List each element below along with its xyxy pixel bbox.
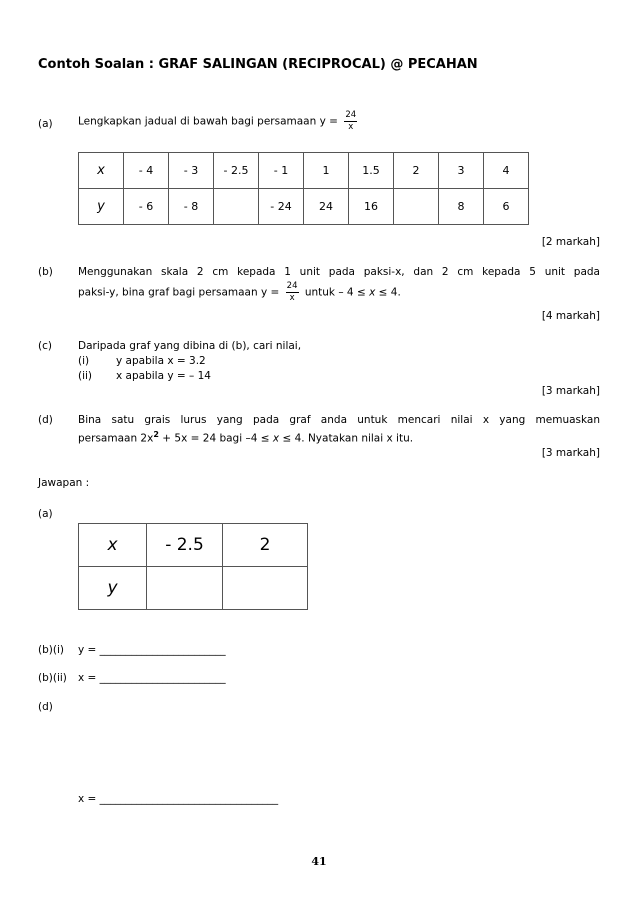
fraction-24-over-x [344,110,357,133]
question-c-ii-label: (ii) [78,370,93,382]
table-cell: - 24 [259,189,304,225]
table-cell-blank [394,189,439,225]
question-d-line2 [78,430,600,445]
question-b-marks: [4 markah] [541,310,600,322]
table-cell-blank [214,189,259,225]
answer-bi-label: (b)(i) [38,644,64,656]
answer-bii-label: (b)(ii) [38,672,67,684]
question-d-variable: x [272,432,280,445]
question-a-text [78,110,600,133]
answer-d-line[interactable]: x = __________________________________ [78,793,279,805]
table-header-y: y [79,567,147,610]
question-d-label: (d) [38,414,53,426]
question-b-range-end: ≤ 4. [375,286,401,299]
table-row-x [79,524,308,567]
question-a-table [78,152,529,225]
table-cell: - 8 [169,189,214,225]
table-cell: 16 [349,189,394,225]
question-c-intro: Daripada graf yang dibina di (b), cari nilai, [78,340,302,352]
fraction-denominator: x [289,293,295,303]
table-cell: 4 [484,153,529,189]
question-b-label: (b) [38,266,53,278]
table-cell: 6 [484,189,529,225]
page-title: Contoh Soalan : GRAF SALINGAN (RECIPROCAL) @ PECAHAN [38,57,478,72]
table-cell: 2 [394,153,439,189]
fraction-numerator: 24 [286,281,298,291]
table-cell: 1 [304,153,349,189]
table-row-x [79,153,529,189]
table-row-y [79,189,529,225]
answer-cell-blank[interactable] [223,567,308,610]
question-c-i-text: y apabila x = 3.2 [116,355,206,367]
fraction-numerator: 24 [345,110,357,120]
answer-cell-blank[interactable] [147,567,223,610]
fraction-denominator: x [348,122,354,132]
question-d-equation-mid: + 5x = 24 bagi –4 ≤ [158,432,273,445]
question-d-line1: Bina satu grais lurus yang pada graf anda untuk mencari nilai x yang memuaskan [78,414,600,426]
answer-bi-line[interactable]: y = ________________________ [78,644,226,656]
question-b-line2 [78,281,600,304]
question-c-ii-text: x apabila y = – 14 [116,370,211,382]
question-c-i-label: (i) [78,355,90,367]
question-d-exponent: 2 [153,430,159,439]
table-cell: - 2.5 [214,153,259,189]
answer-d-label: (d) [38,701,53,713]
table-cell: 1.5 [349,153,394,189]
table-cell: 3 [439,153,484,189]
answer-a-table [78,523,308,610]
question-d-equation-start: persamaan 2x [78,432,154,445]
question-a-label: (a) [38,118,53,130]
table-cell: 24 [304,189,349,225]
page-number: 41 [311,855,327,868]
question-d-equation-end: ≤ 4. Nyatakan nilai x itu. [279,432,414,445]
question-b-text: paksi-y, bina graf bagi persamaan y = [78,286,280,299]
table-cell: - 4 [124,153,169,189]
question-a-instruction: Lengkapkan jadual di bawah bagi persamaan y = [78,115,338,128]
question-b-variable: x [369,286,376,299]
table-header-x: x [79,524,147,567]
table-row-y [79,567,308,610]
question-b-line1: Menggunakan skala 2 cm kepada 1 unit pada paksi-x, dan 2 cm kepada 5 unit pada [78,266,600,278]
table-header-x: x [79,153,124,189]
question-c-marks: [3 markah] [541,385,600,397]
question-c-label: (c) [38,340,52,352]
table-header-y: y [79,189,124,225]
fraction-24-over-x [286,281,299,304]
answer-a-label: (a) [38,508,53,520]
question-a-marks: [2 markah] [541,236,600,248]
table-cell: - 6 [124,189,169,225]
table-cell: - 1 [259,153,304,189]
answer-bii-line[interactable]: x = ________________________ [78,672,226,684]
table-cell: 2 [223,524,308,567]
table-cell: - 2.5 [147,524,223,567]
table-cell: - 3 [169,153,214,189]
question-d-marks: [3 markah] [541,447,600,459]
question-b-range-start: untuk – 4 ≤ [304,286,370,299]
answer-heading: Jawapan : [38,477,90,489]
table-cell: 8 [439,189,484,225]
